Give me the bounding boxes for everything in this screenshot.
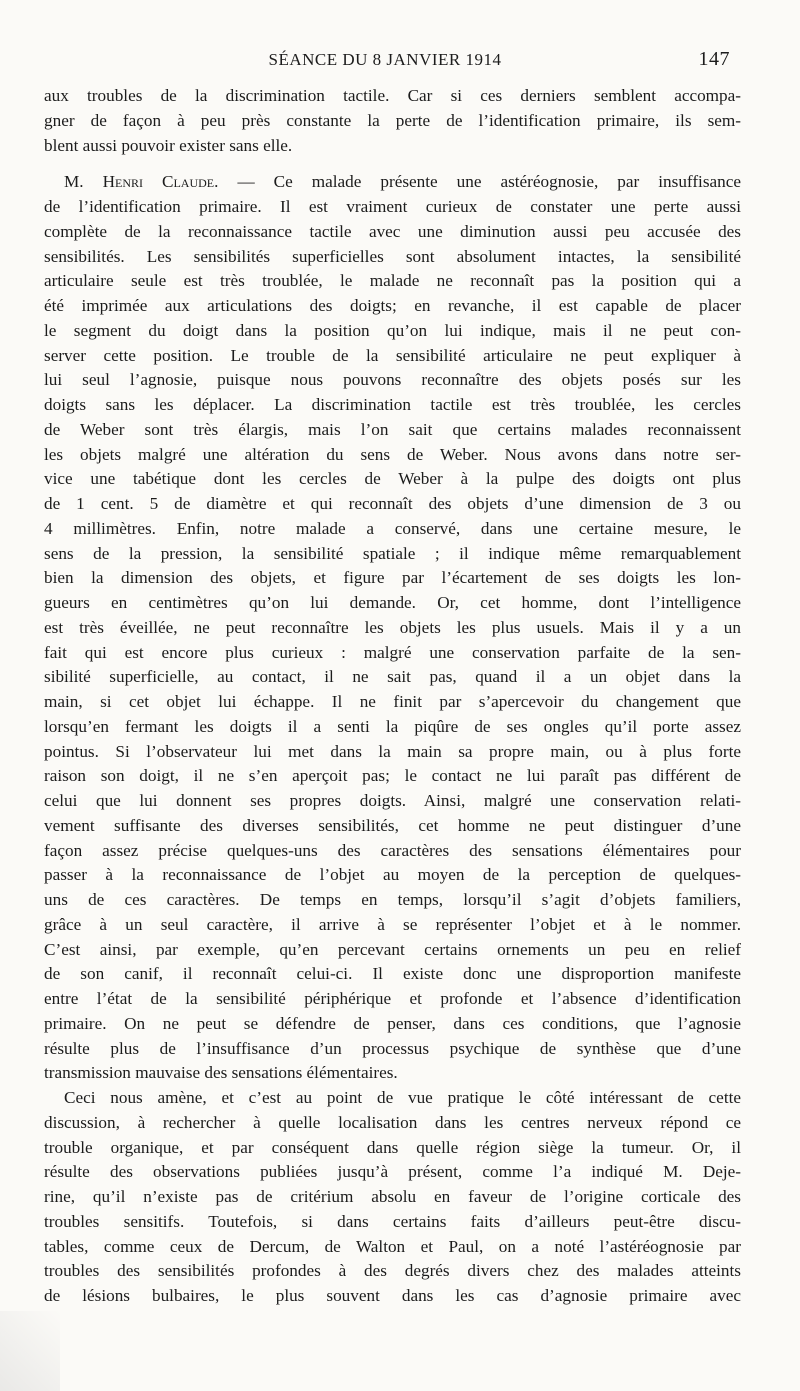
text-line: de l’identification primaire. Il est vraiment curieux de constater une perte aussi bbox=[44, 197, 741, 216]
text-line: lorsqu’en fermant les doigts il a senti la piqûre de ses ongles qu’il porte assez bbox=[44, 716, 741, 736]
text-line: entre l’état de la sensibilité périphérique et profonde et l’absence d’identification bbox=[44, 989, 741, 1008]
text-line: façon assez précise quelques-uns des caractères des sensations élémentaires pour bbox=[44, 840, 741, 860]
text-line: sens de la pression, la sensibilité spatiale ; il indique même remarquablement bbox=[44, 543, 741, 563]
text-line: passer à la reconnaissance de l’objet au moyen de la perception de quelques- bbox=[44, 865, 741, 885]
paragraph-gap bbox=[44, 158, 741, 170]
text-line: été imprimée aux articulations des doigts; en revanche, il est capable de placer bbox=[44, 296, 741, 315]
text-line: résulte plus de l’insuffisance d’un processus psychique de synthèse que d’une bbox=[44, 1038, 741, 1058]
text-line: blent aussi pouvoir exister sans elle. bbox=[44, 135, 293, 155]
paragraph bbox=[44, 1086, 741, 1309]
text-line: tables, comme ceux de Dercum, de Walton et Paul, on a noté l’astéréognosie par bbox=[44, 1236, 741, 1256]
text-line-content: — Ce malade présente une astéréognosie, par insuffisance bbox=[218, 172, 741, 192]
page-header bbox=[40, 48, 730, 74]
text-line: complète de la reconnaissance tactile avec une diminution aussi peu accusée des bbox=[44, 221, 741, 241]
text-line: fait qui est encore plus curieux : malgré une conservation parfaite de la sen- bbox=[44, 642, 741, 662]
text-line: 4 millimètres. Enfin, notre malade a conservé, dans une certaine mesure, le bbox=[44, 518, 741, 538]
text-line: primaire. On ne peut se défendre de penser, dans ces conditions, que l’agnosie bbox=[44, 1013, 741, 1033]
text-line: les objets malgré une altération du sens de Weber. Nous avons dans notre ser- bbox=[44, 444, 741, 464]
text-line: C’est ainsi, par exemple, qu’en percevant certains ornements un peu en relief bbox=[44, 939, 741, 959]
text-line: Ceci nous amène, et c’est au point de vue pratique le côté intéressant de cette bbox=[64, 1088, 741, 1107]
paragraph bbox=[44, 170, 741, 1086]
text-line: trouble organique, et par conséquent dans quelle région siège la tumeur. Or, il bbox=[44, 1137, 741, 1157]
text-line: bien la dimension des objets, et figure par l’écartement de ses doigts les lon- bbox=[44, 568, 741, 588]
text-line: troubles des sensibilités profondes à des degrés divers chez des malades atteints bbox=[44, 1261, 741, 1281]
text-line: articulaire seule est très troublée, le malade ne reconnaît pas la position qui a bbox=[44, 271, 741, 291]
text-line: transmission mauvaise des sensations élémentaires. bbox=[44, 1063, 398, 1083]
text-line: sibilité superficielle, au contact, il ne sait pas, quand il a un objet dans la bbox=[44, 667, 741, 687]
text-line: lui seul l’agnosie, puisque nous pouvons reconnaître des objets posés sur les bbox=[44, 370, 741, 390]
body-text bbox=[44, 84, 741, 1309]
text-line: raison son doigt, il ne s’en aperçoit pas; le contact ne lui paraît pas différent de bbox=[44, 766, 741, 786]
text-line: est très éveillée, ne peut reconnaître les objets les plus usuels. Mais il y a un bbox=[44, 617, 741, 637]
text-line bbox=[44, 170, 741, 195]
text-line: discussion, à rechercher à quelle localisation dans les centres nerveux répond ce bbox=[44, 1112, 741, 1132]
page-corner-shading bbox=[0, 1311, 60, 1391]
text-line: celui que lui donnent ses propres doigts. Ainsi, malgré une conservation relati- bbox=[44, 791, 741, 810]
text-line: vice une tabétique dont les cercles de Weber à la pulpe des doigts ont plus bbox=[44, 469, 741, 489]
text-line: vement suffisante des diverses sensibilités, cet homme ne peut distinguer d’une bbox=[44, 815, 741, 835]
text-line: doigts sans les déplacer. La discrimination tactile est très troublée, les cercles bbox=[44, 395, 741, 414]
page-number: 147 bbox=[698, 48, 730, 70]
text-line: le segment du doigt dans la position qu’on lui indique, mais il ne peut con- bbox=[44, 320, 741, 340]
text-line: de Weber sont très élargis, mais l’on sait que certains malades reconnaissent bbox=[44, 419, 741, 439]
text-line: résulte des observations publiées jusqu’à présent, comme l’a indiqué M. Deje- bbox=[44, 1162, 741, 1182]
text-line: de son canif, il reconnaît celui-ci. Il existe donc une disproportion manifeste bbox=[44, 964, 741, 984]
speaker-name: M. Henri Claude. bbox=[64, 172, 219, 192]
text-line: main, si cet objet lui échappe. Il ne finit par s’apercevoir du changement que bbox=[44, 692, 741, 711]
running-title: SÉANCE DU 8 JANVIER 1914 bbox=[268, 50, 502, 69]
text-line: sensibilités. Les sensibilités superficielles sont absolument intactes, la sensibilité bbox=[44, 246, 741, 266]
text-line: rine, qu’il n’existe pas de critérium absolu en faveur de l’origine corticale des bbox=[44, 1187, 741, 1206]
text-line: uns de ces caractères. De temps en temps, lorsqu’il s’agit d’objets familiers, bbox=[44, 890, 741, 909]
text-line: troubles sensitifs. Toutefois, si dans certains faits d’ailleurs peut-être discu- bbox=[44, 1211, 741, 1231]
text-line: de lésions bulbaires, le plus souvent dans les cas d’agnosie primaire avec bbox=[44, 1286, 741, 1305]
text-line: server cette position. Le trouble de la sensibilité articulaire ne peut expliquer à bbox=[44, 345, 741, 365]
text-line: de 1 cent. 5 de diamètre et qui reconnaît des objets d’une dimension de 3 ou bbox=[44, 494, 741, 513]
paragraph bbox=[44, 84, 741, 158]
text-line: gner de façon à peu près constante la perte de l’identification primaire, ils sem- bbox=[44, 110, 741, 130]
text-line: pointus. Si l’observateur lui met dans la main sa propre main, ou à plus forte bbox=[44, 741, 741, 761]
text-line: gueurs en centimètres qu’on lui demande. Or, cet homme, dont l’intelligence bbox=[44, 593, 741, 612]
text-line: grâce à un seul caractère, il arrive à se représenter l’objet et à le nommer. bbox=[44, 914, 741, 934]
text-line: aux troubles de la discrimination tactile. Car si ces derniers semblent accompa- bbox=[44, 86, 741, 105]
